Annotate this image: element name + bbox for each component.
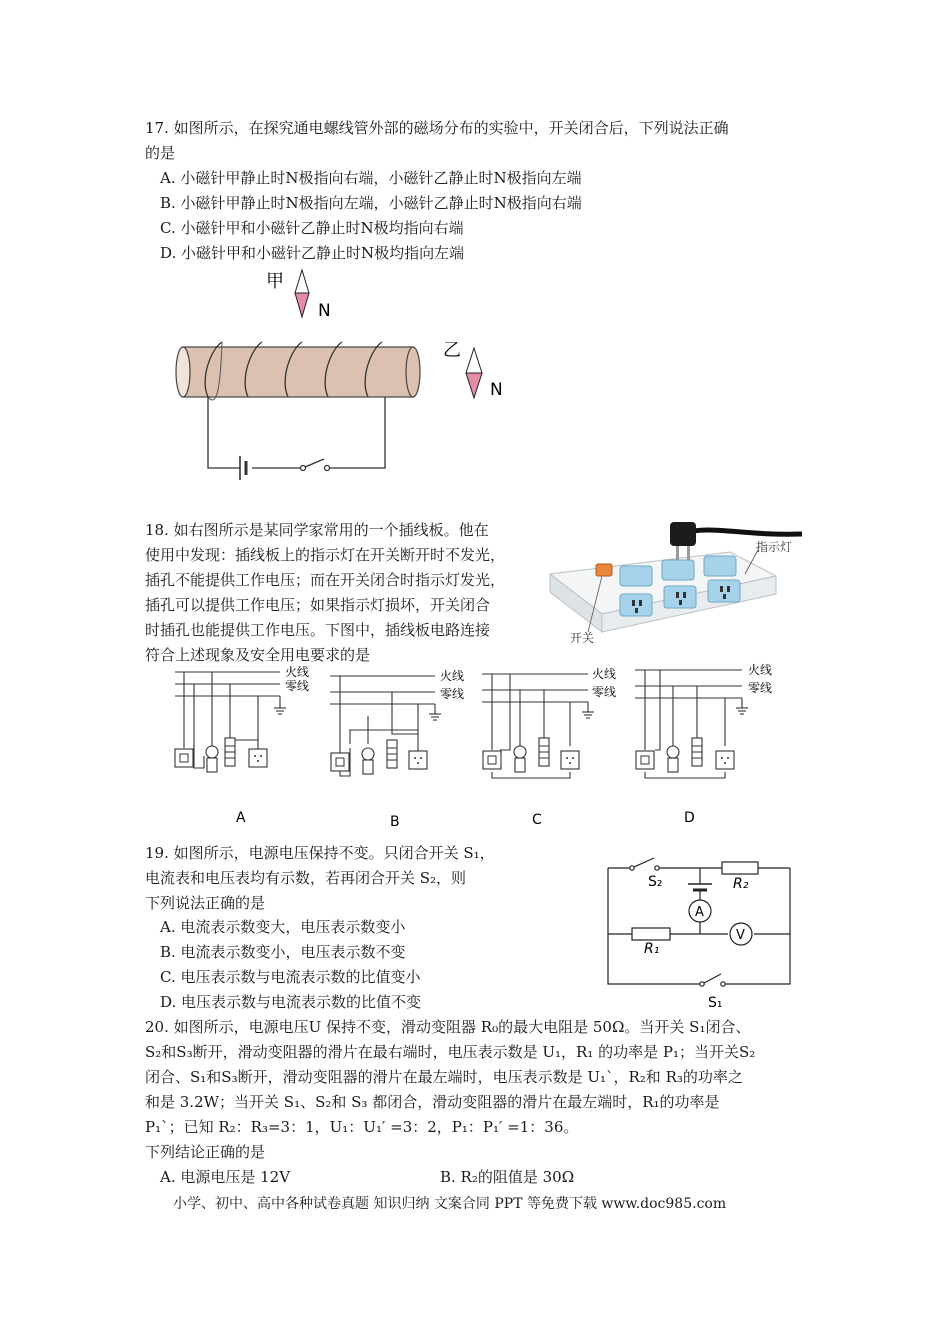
switch-s2 (630, 858, 659, 870)
switch (301, 459, 330, 471)
r2-label: R₂ (733, 876, 749, 892)
needle-yi-north: N (490, 380, 503, 400)
q17-stem-line2: 的是 (145, 144, 176, 162)
needle-jia-label: 甲 (266, 271, 284, 292)
q17-option-c: C. 小磁针甲和小磁针乙静止时N极均指向右端 (160, 219, 464, 237)
q19-circuit (600, 852, 800, 1012)
voltmeter-label: V (736, 928, 745, 943)
circuit-d-label: D (684, 810, 695, 826)
power-strip-photo (540, 514, 810, 654)
circuit-a-live: 火线 (285, 665, 310, 679)
q18-stem-line1: 18. 如右图所示是某同学家常用的一个插线板。他在 (145, 521, 489, 539)
q19-option-b: B. 电流表示数变小，电压表示数不变 (160, 943, 406, 961)
circuit-b-neutral: 零线 (440, 687, 465, 701)
q20-stem-line6: 下列结论正确的是 (145, 1143, 266, 1161)
circuit-a-label: A (236, 810, 246, 826)
ammeter-label: A (695, 905, 704, 920)
s1-label: S₁ (708, 995, 723, 1011)
q20-stem-line4: 和是 3.2W；当开关 S₁、S₂和 S₃ 都闭合，滑动变阻器的滑片在最左端时，R₁的功率是 (145, 1093, 720, 1111)
q20-stem-line3: 闭合、S₁和S₃断开，滑动变阻器的滑片在最左端时，电压表示数是 U₁`，R₂和 R₃的功率之 (145, 1068, 743, 1086)
battery (240, 456, 246, 480)
q17-solenoid-figure (160, 260, 530, 492)
solenoid (176, 342, 420, 400)
needle-yi-label: 乙 (443, 340, 461, 361)
q18-stem-line6: 符合上述现象及安全用电要求的是 (145, 646, 371, 664)
plug (670, 522, 696, 560)
circuit-d-neutral: 零线 (748, 681, 773, 695)
q20-option-a: A. 电源电压是 12V (160, 1168, 291, 1186)
q18-stem-line2: 使用中发现：插线板上的指示灯在开关断开时不发光， (145, 546, 506, 564)
q20-stem-line1: 20. 如图所示，电源电压U 保持不变，滑动变阻器 R₀的最大电阻是 50Ω。当开关 S₁闭合、 (145, 1018, 751, 1036)
q17-option-a: A. 小磁针甲静止时N极指向右端，小磁针乙静止时N极指向左端 (160, 169, 582, 187)
q20-option-b: B. R₂的阻值是 30Ω (440, 1168, 575, 1186)
resistor-r2 (722, 862, 758, 874)
q18-stem-line3: 插孔不能提供工作电压；而在开关闭合时指示灯发光， (145, 571, 506, 589)
q19-option-c: C. 电压表示数与电流表示数的比值变小 (160, 968, 421, 986)
needle-jia (295, 270, 309, 317)
q19-stem-line3: 下列说法正确的是 (145, 894, 266, 912)
q17-circuit-wires (208, 397, 385, 468)
q18-stem-line5: 时插孔也能提供工作电压。下图中，插线板电路连接 (145, 621, 491, 639)
switch-label: 开关 (570, 631, 595, 645)
q20-stem-line5: P₁`；已知 R₂：R₃=3：1，U₁：U₁′ =3：2，P₁：P₁′ =1：36。 (145, 1118, 579, 1136)
needle-jia-north: N (318, 301, 331, 321)
s2-label: S₂ (648, 874, 663, 890)
r1-label: R₁ (644, 941, 660, 957)
switch-s1 (700, 974, 725, 986)
battery (688, 884, 712, 890)
indicator-label: 指示灯 (756, 540, 793, 554)
q19-stem-line2: 电流表和电压表均有示数，若再闭合开关 S₂，则 (145, 869, 467, 887)
circuit-c-live: 火线 (592, 667, 617, 681)
q19-stem-line1: 19. 如图所示，电源电压保持不变。只闭合开关 S₁， (145, 844, 495, 862)
needle-yi (466, 348, 482, 398)
q17-option-b: B. 小磁针甲静止时N极指向左端，小磁针乙静止时N极指向右端 (160, 194, 582, 212)
circuit-d-live: 火线 (748, 663, 773, 677)
q19-circuit-wires (608, 868, 790, 984)
circuit-a-neutral: 零线 (285, 679, 310, 693)
q17-stem-line1: 17. 如图所示，在探究通电螺线管外部的磁场分布的实验中，开关闭合后，下列说法正确 (145, 119, 729, 137)
circuit-b-live: 火线 (440, 669, 465, 683)
resistor-r1 (632, 928, 670, 940)
q19-option-d: D. 电压表示数与电流表示数的比值不变 (160, 993, 422, 1011)
q17-option-d: D. 小磁针甲和小磁针乙静止时N极均指向左端 (160, 244, 465, 262)
q19-option-a: A. 电流表示数变大，电压表示数变小 (160, 918, 406, 936)
circuit-c-neutral: 零线 (592, 685, 617, 699)
switch-button (596, 564, 612, 576)
circuit-b-label: B (390, 814, 400, 830)
page-footer: 小学、初中、高中各种试卷真题 知识归纳 文案合同 PPT 等免费下载 www.doc985.com (173, 1196, 727, 1212)
q20-stem-line2: S₂和S₃断开，滑动变阻器的滑片在最右端时，电压表示数是 U₁，R₁ 的功率是 P₁；当开关S₂ (145, 1043, 756, 1061)
q18-stem-line4: 插孔可以提供工作电压；如果指示灯损坏，开关闭合 (145, 596, 491, 614)
q18-circuit-options (170, 660, 790, 832)
circuit-c-label: C (532, 812, 542, 828)
